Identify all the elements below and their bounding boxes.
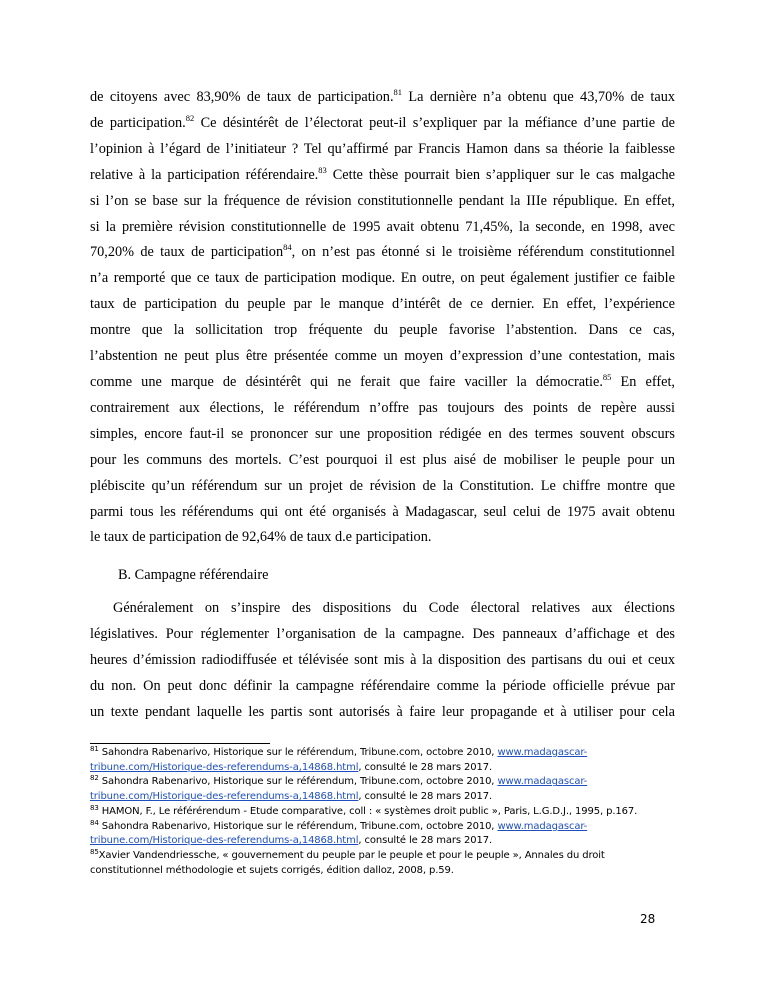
text-line: du non. On peut donc définir la campagne référendaire comme la période officielle prévue par — [90, 677, 675, 694]
footnote-85: $^{85}$Xavier Vandendriessche, « gouvernement du peuple par le peuple et pour le peuple », Annales du droit — [90, 847, 605, 861]
text-line: le taux de participation de 92,64% de taux d.e participation. — [90, 529, 432, 546]
text-line: relative à la participation référendaire.$^{83}$ Cette thèse pourrait bien s’appliquer sur le cas malgache — [90, 164, 675, 183]
text-line: parmi tous les référendums qui ont été organisés à Madagascar, seul celui de 1975 avait obtenu — [90, 503, 675, 520]
footnote-link[interactable]: www.madagascar- — [497, 820, 588, 832]
paragraph-campagne — [90, 596, 675, 726]
footnote-link[interactable]: tribune.com/Historique-des-referendums-a,14868.html — [90, 791, 359, 803]
footnote-82: $^{82}$ Sahondra Rabenarivo, Historique sur le référendum, Tribune.com, octobre 2010, www.madagascar- — [90, 774, 588, 788]
footnote-81: $^{81}$ Sahondra Rabenarivo, Historique sur le référendum, Tribune.com, octobre 2010, www.madagascar- — [90, 745, 588, 758]
text-line: comme une marque de désintérêt qui ne ferait que faire vaciller la démocratie.$^{85}$ En effet, — [90, 371, 676, 390]
footnote-link[interactable]: www.madagascar- — [497, 747, 588, 758]
footnote-82-cont: tribune.com/Historique-des-referendums-a,14868.html, consulté le 28 mars 2017. — [90, 791, 493, 803]
text-line: simples, encore faut-il se prononcer sur une proposition rédigée en des termes souvent obscurs — [90, 425, 675, 442]
text-line: l’opinion à l’égard de l’initiateur ? Tel qu’affirmé par Francis Hamon dans sa théorie la faiblesse — [90, 140, 675, 157]
text-line: 70,20% de taux de participation$^{84}$, on n’est pas étonné si le troisième référendum constitutionnel — [90, 242, 675, 261]
text-line: plébiscite qu’un référendum sur un projet de révision de la Constitution. Le chiffre montre que — [90, 477, 675, 494]
text-line: l’abstention ne peut plus être présentée comme un moyen d’expression d’une contestation, mais — [90, 348, 675, 365]
text-line: si la première révision constitutionnelle de 1995 avait obtenu 71,45%, la seconde, en 1998, avec — [90, 218, 675, 235]
footnote-83: $^{83}$ HAMON, F., Le référérendum - Etude comparative, coll : « systèmes droit public », Paris, L.G.D.J., 1995, p.167. — [90, 803, 638, 817]
text-line: Généralement on s’inspire des dispositions du Code électoral relatives aux élections — [113, 600, 675, 616]
footnote-84: $^{84}$ Sahondra Rabenarivo, Historique sur le référendum, Tribune.com, octobre 2010, www.madagascar- — [90, 818, 588, 832]
text-line: pour les communs des mortels. C’est pourquoi il est plus aisé de mobiliser le peuple pour un — [90, 451, 675, 468]
paragraph-participation — [90, 85, 675, 551]
footnote-ref-83[interactable]: 83 — [318, 164, 327, 175]
footnote-ref-84[interactable]: 84 — [283, 242, 292, 253]
footnote-link[interactable]: tribune.com/Historique-des-referendums-a,14868.html — [90, 835, 359, 847]
section-heading: B. Campagne référendaire — [118, 567, 269, 583]
footnote-link[interactable]: www.madagascar- — [497, 776, 588, 788]
footnote-ref-85[interactable]: 85 — [602, 371, 612, 382]
text-line: taux de participation du peuple par le manque d’intérêt de ce dernier. En effet, l’expérience — [90, 296, 675, 313]
footnote-84-cont: tribune.com/Historique-des-referendums-a,14868.html, consulté le 28 mars 2017. — [90, 835, 493, 847]
text-line: législatives. Pour réglementer l’organisation de la campagne. Des panneaux d’affichage et des — [90, 625, 675, 642]
footnote-ref-81[interactable]: 81 — [393, 87, 403, 97]
footnote-separator — [90, 743, 270, 744]
footnote-link[interactable]: tribune.com/Historique-des-referendums-a,14868.html — [90, 761, 359, 773]
text-line: contrairement aux élections, le référendum n’offre pas toujours des points de repère aussi — [90, 399, 675, 416]
text-line: n’a remporté que ce taux de participation modique. En outre, on peut également justifier ce faible — [90, 270, 675, 287]
footnote-85-cont: constitutionnel méthodologie et sujets corrigés, édition dalloz, 2008, p.59. — [90, 864, 454, 876]
text-line: montre que la sollicitation trop fréquente du peuple favorise l’abstention. Dans ce cas, — [90, 322, 675, 339]
text-line: de citoyens avec 83,90% de taux de participation.$^{81}$ La dernière n’a obtenu que 43,70% de taux — [90, 87, 676, 105]
text-line: un texte pendant laquelle les partis sont autorisés à faire leur propagande et à utiliser pour cela — [90, 703, 675, 720]
footnote-ref-82[interactable]: 82 — [185, 112, 195, 123]
footnote-81-cont: tribune.com/Historique-des-referendums-a,14868.html, consulté le 28 mars 2017. — [90, 761, 493, 773]
text-line: si l’on se base sur la fréquence de révision constitutionnelle pendant la IIIe république. En effet, — [90, 192, 675, 209]
text-line: de participation.$^{82}$ Ce désintérêt de l’électorat peut-il s’expliquer par la méfiance d’une partie de — [90, 112, 675, 131]
footnotes — [90, 746, 680, 878]
text-line: heures d’émission radiodiffusée et télévisée sont mis à la disposition des partisans du oui et ceux — [90, 651, 675, 668]
page-number: 28 — [640, 912, 656, 926]
